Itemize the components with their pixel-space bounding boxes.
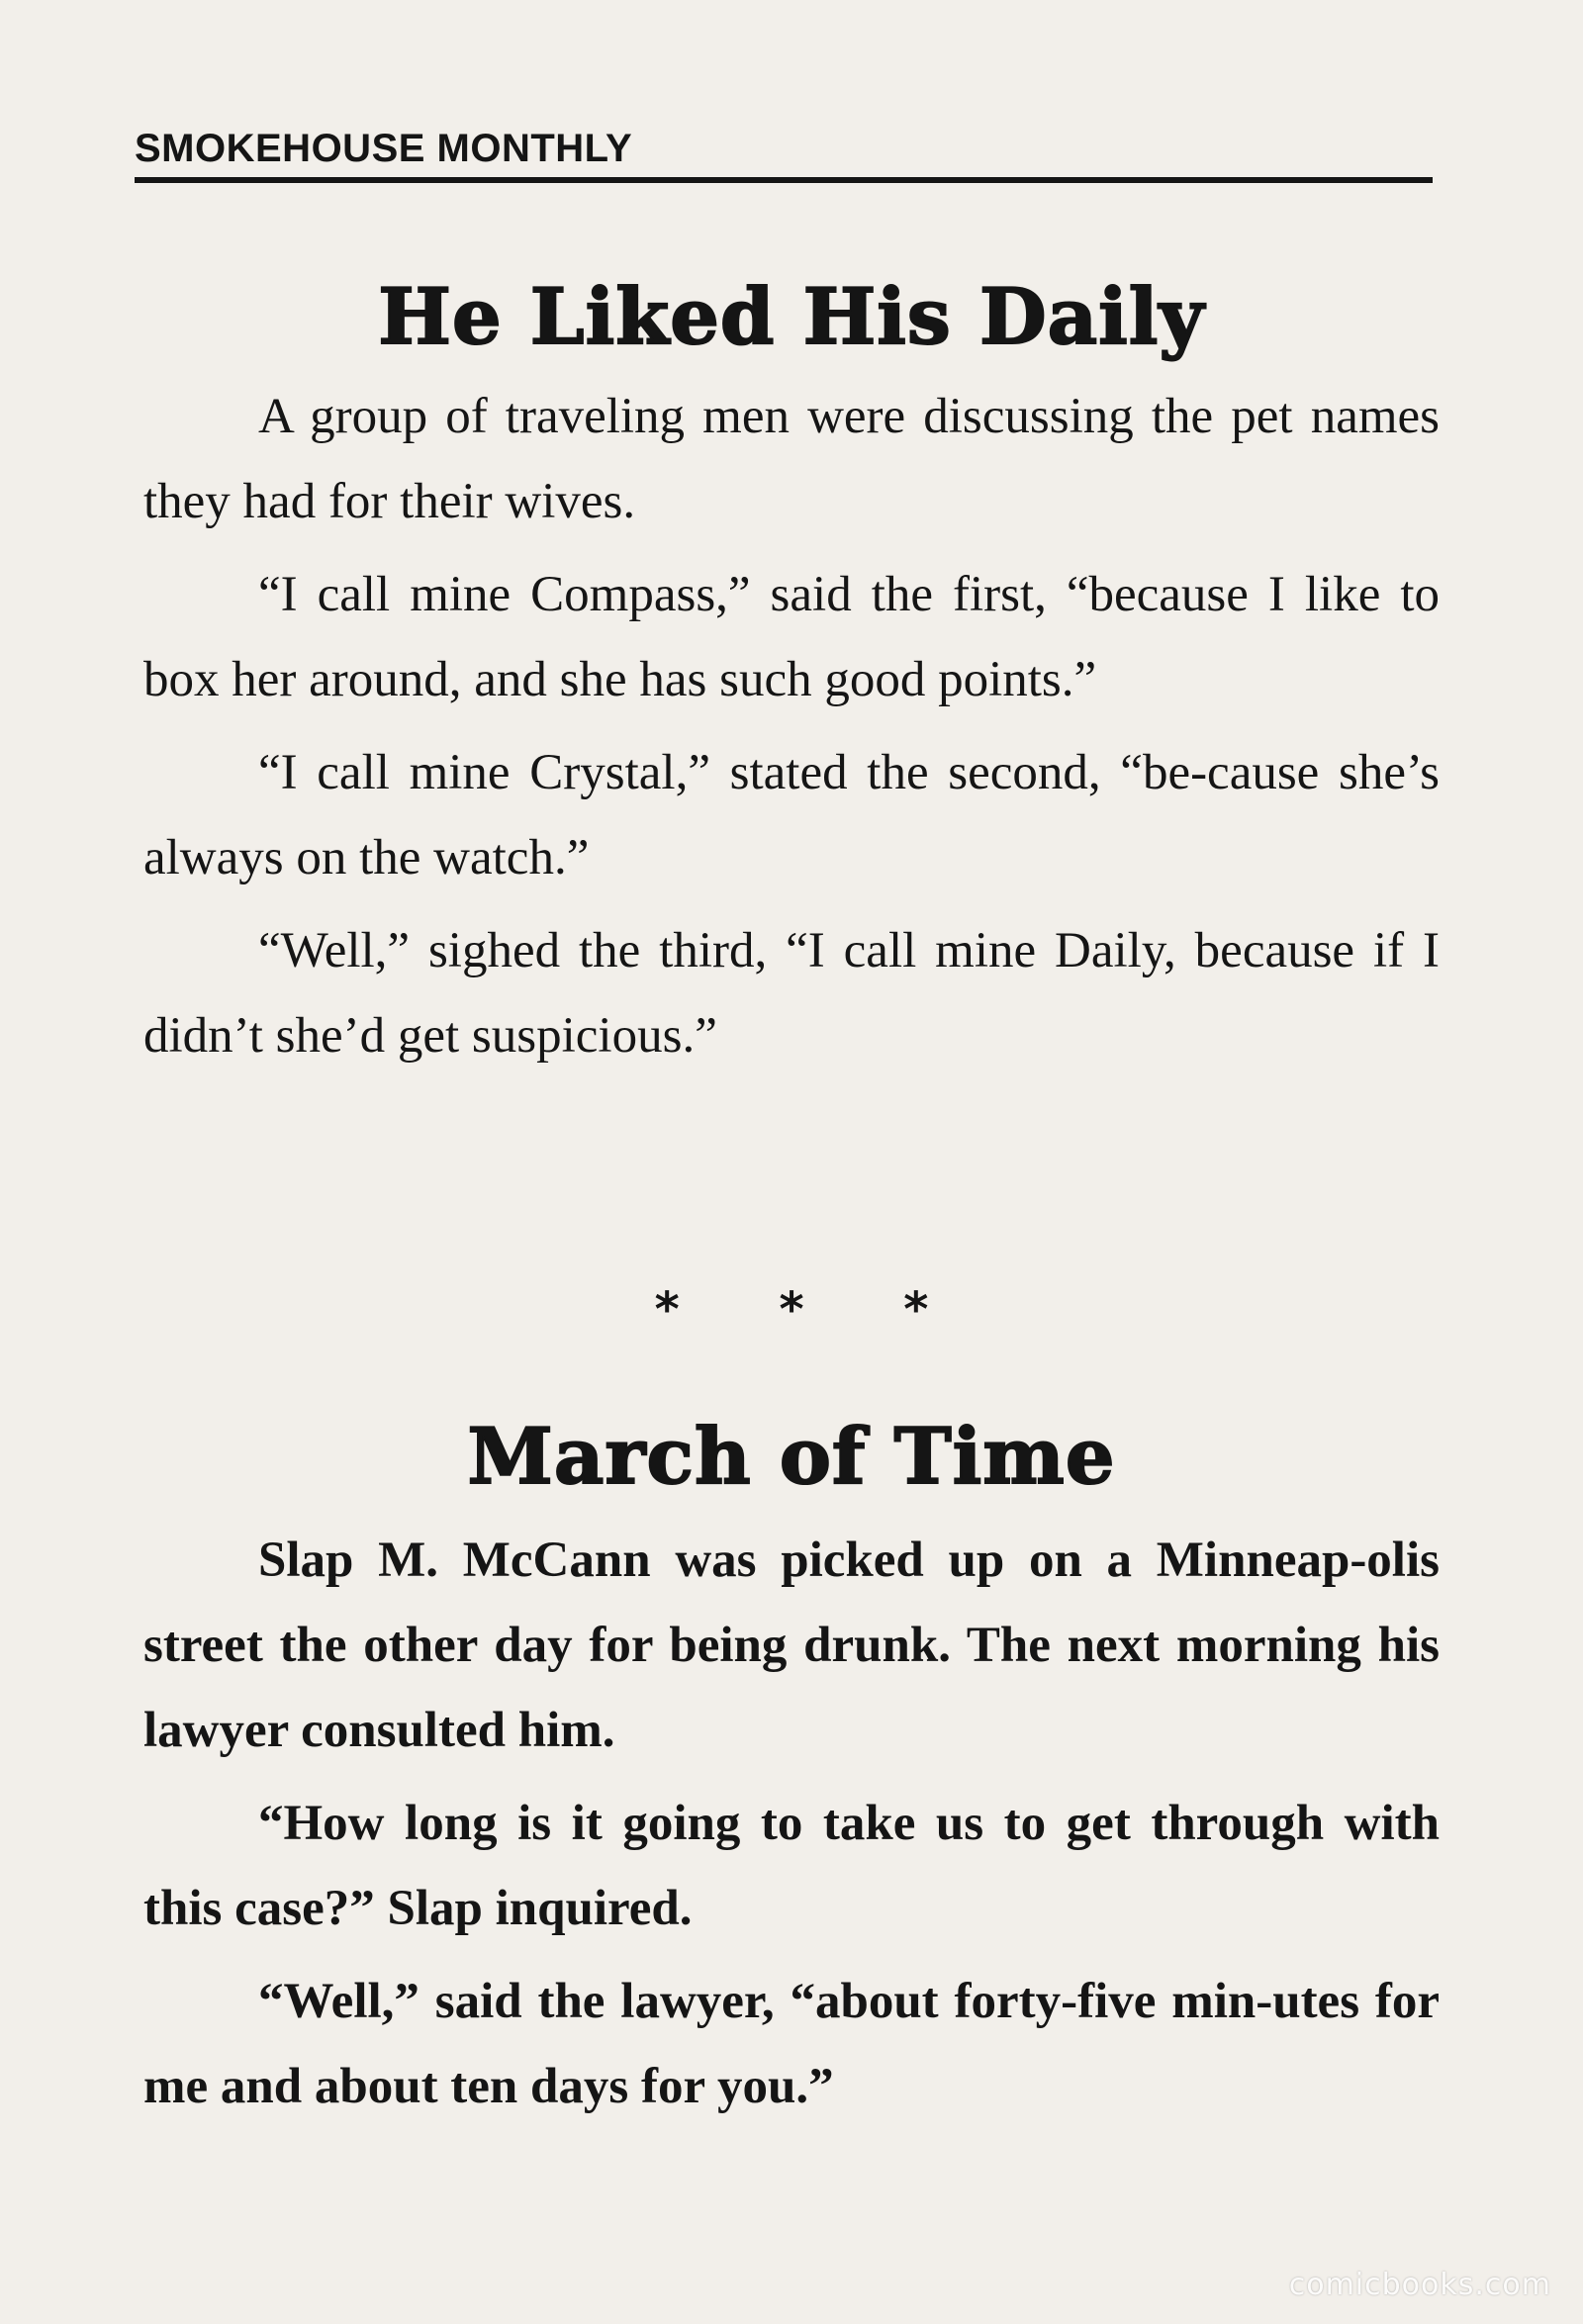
asterisk-icon: * [779,1282,804,1338]
section-divider [0,1282,1583,1338]
running-header-title: SMOKEHOUSE MONTHLY [135,127,633,170]
story-paragraph: “Well,” sighed the third, “I call mine Daily, because if I didn’t she’d get suspicious.” [143,922,1440,1064]
watermark: comicbooks.com [1288,2268,1551,2302]
story-title: He Liked His Daily [378,272,1205,362]
asterisk-icon: * [654,1282,680,1338]
story-paragraph: Slap M. McCann was picked up on a Minneap-olis street the other day for being drunk. The next morning his lawyer consulted him. [143,1532,1440,1758]
asterisk-icon: * [903,1282,929,1338]
story-title: March of Time [467,1412,1116,1502]
story-paragraph: “I call mine Crystal,” stated the second, “be-cause she’s always on the watch.” [143,744,1440,885]
story-paragraph: “I call mine Compass,” said the first, “because I like to box her around, and she has such good points.” [143,566,1440,707]
story-march-of-time [143,1412,1440,2129]
story-paragraph: A group of traveling men were discussing the pet names they had for their wives. [143,388,1440,529]
story-paragraph: “How long is it going to take us to get through with this case?” Slap inquired. [143,1795,1440,1936]
story-he-liked-his-daily [143,272,1440,1078]
running-header [135,127,1433,183]
story-paragraph: “Well,” said the lawyer, “about forty-five min-utes for me and about ten days for you.” [143,1973,1440,2114]
